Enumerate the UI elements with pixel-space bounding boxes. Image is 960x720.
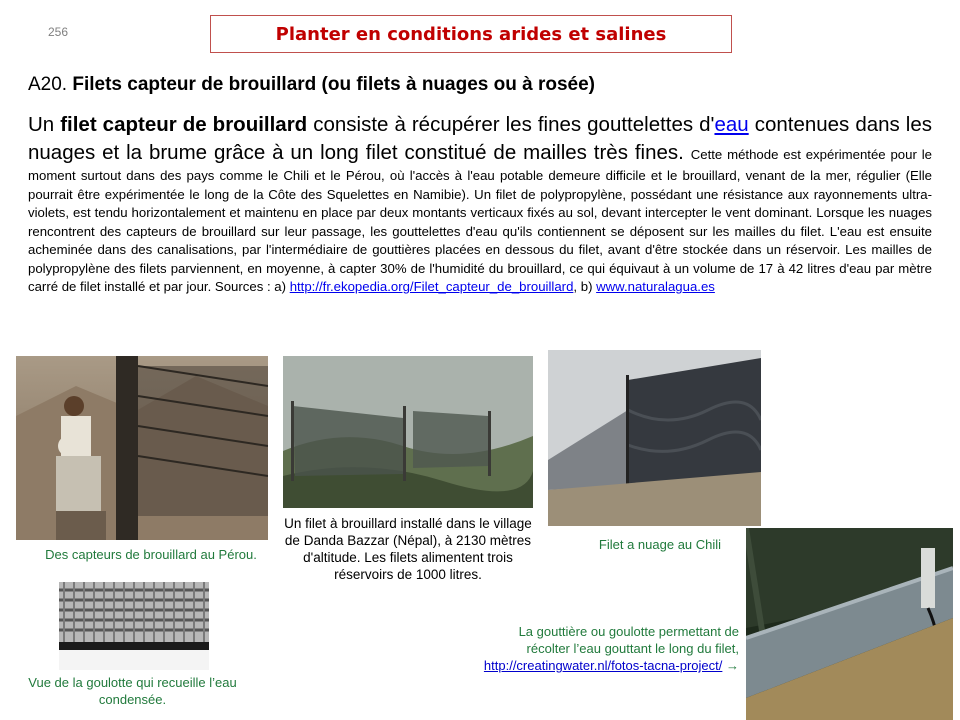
- caption-gutter: [482, 623, 739, 674]
- para-text-1: Un: [28, 113, 61, 136]
- creatingwater-link[interactable]: http://creatingwater.nl/fotos-tacna-project/: [483, 658, 723, 673]
- heading-prefix: A20.: [28, 74, 73, 95]
- para-small-text: Cette méthode est expérimentée pour le moment surtout dans des pays comme le Chili et le Pérou, où l'accès à l'eau potable demeure difficile et le brouillard, venant de la mer, régulier (Elle pourrait être expérimentée le long de la Côte des Squelettes en Namibie). Un filet de polypropylène, possédant une résistance aux rayonnements ultra-violets, est tendu horizontalement et maintenu en place par deux montants verticaux fixés au sol, devant intercepter le vent dominant. Lorsque les nuages rencontrent des capteurs de brouillard sur leur passage, les gouttelettes d'eau qu'ils contiennent se déposent sur les mailles du filet. L'eau est ensuite acheminée dans des canalisations, par l'intermédiaire de gouttières placées en dessous du filet, avant d'être stockée dans un réservoir. Les mailles de polypropylène des filets parviennent, en moyenne, à capter 30% de l'humidité du brouillard, ce qui équivaut à un volume de 17 à 42 litres d'eau par mètre carré de filet installé et par jour. Sources : a): [28, 147, 932, 294]
- para-text-2: consiste à récupérer les fines gouttelettes d': [307, 113, 715, 136]
- nepal-photo: [283, 356, 533, 508]
- para-mid-text: , b): [573, 279, 597, 294]
- caption-gutter-text: La gouttière ou goulotte permettant de récolter l’eau gouttant le long du filet,: [518, 624, 739, 656]
- main-paragraph: [28, 111, 932, 297]
- caption-peru: Des capteurs de brouillard au Pérou.: [45, 547, 257, 562]
- goulotte-photo: [59, 582, 209, 670]
- page-number: 256: [48, 25, 69, 39]
- title-box: [210, 15, 732, 53]
- eau-link[interactable]: eau: [714, 113, 749, 136]
- chili-photo: [548, 350, 761, 526]
- source-b-link[interactable]: www.naturalagua.es: [596, 279, 715, 294]
- peru-photo: [16, 356, 268, 540]
- para-text-3: contenues dans les nuages et la brume grâce à un long filet constitué de mailles très fines.: [28, 113, 932, 164]
- heading-bold: Filets capteur de brouillard (ou filets à nuages ou à rosée): [72, 74, 595, 95]
- source-a-link[interactable]: http://fr.ekopedia.org/Filet_capteur_de_brouillard: [289, 279, 574, 294]
- para-bold-term: filet capteur de brouillard: [60, 113, 308, 136]
- section-heading: [28, 74, 595, 96]
- caption-gutter-arrow: →: [722, 658, 739, 673]
- caption-goulotte: Vue de la goulotte qui recueille l’eau condensée.: [28, 675, 237, 707]
- caption-chili: Filet a nuage au Chili: [598, 537, 722, 552]
- page-title: Planter en conditions arides et salines: [275, 23, 667, 45]
- caption-nepal: Un filet à brouillard installé dans le village de Danda Bazzar (Népal), à 2130 mètres d'altitude. Les filets alimentent trois réservoirs de 1000 litres.: [284, 516, 532, 582]
- gutter-photo: [746, 528, 953, 720]
